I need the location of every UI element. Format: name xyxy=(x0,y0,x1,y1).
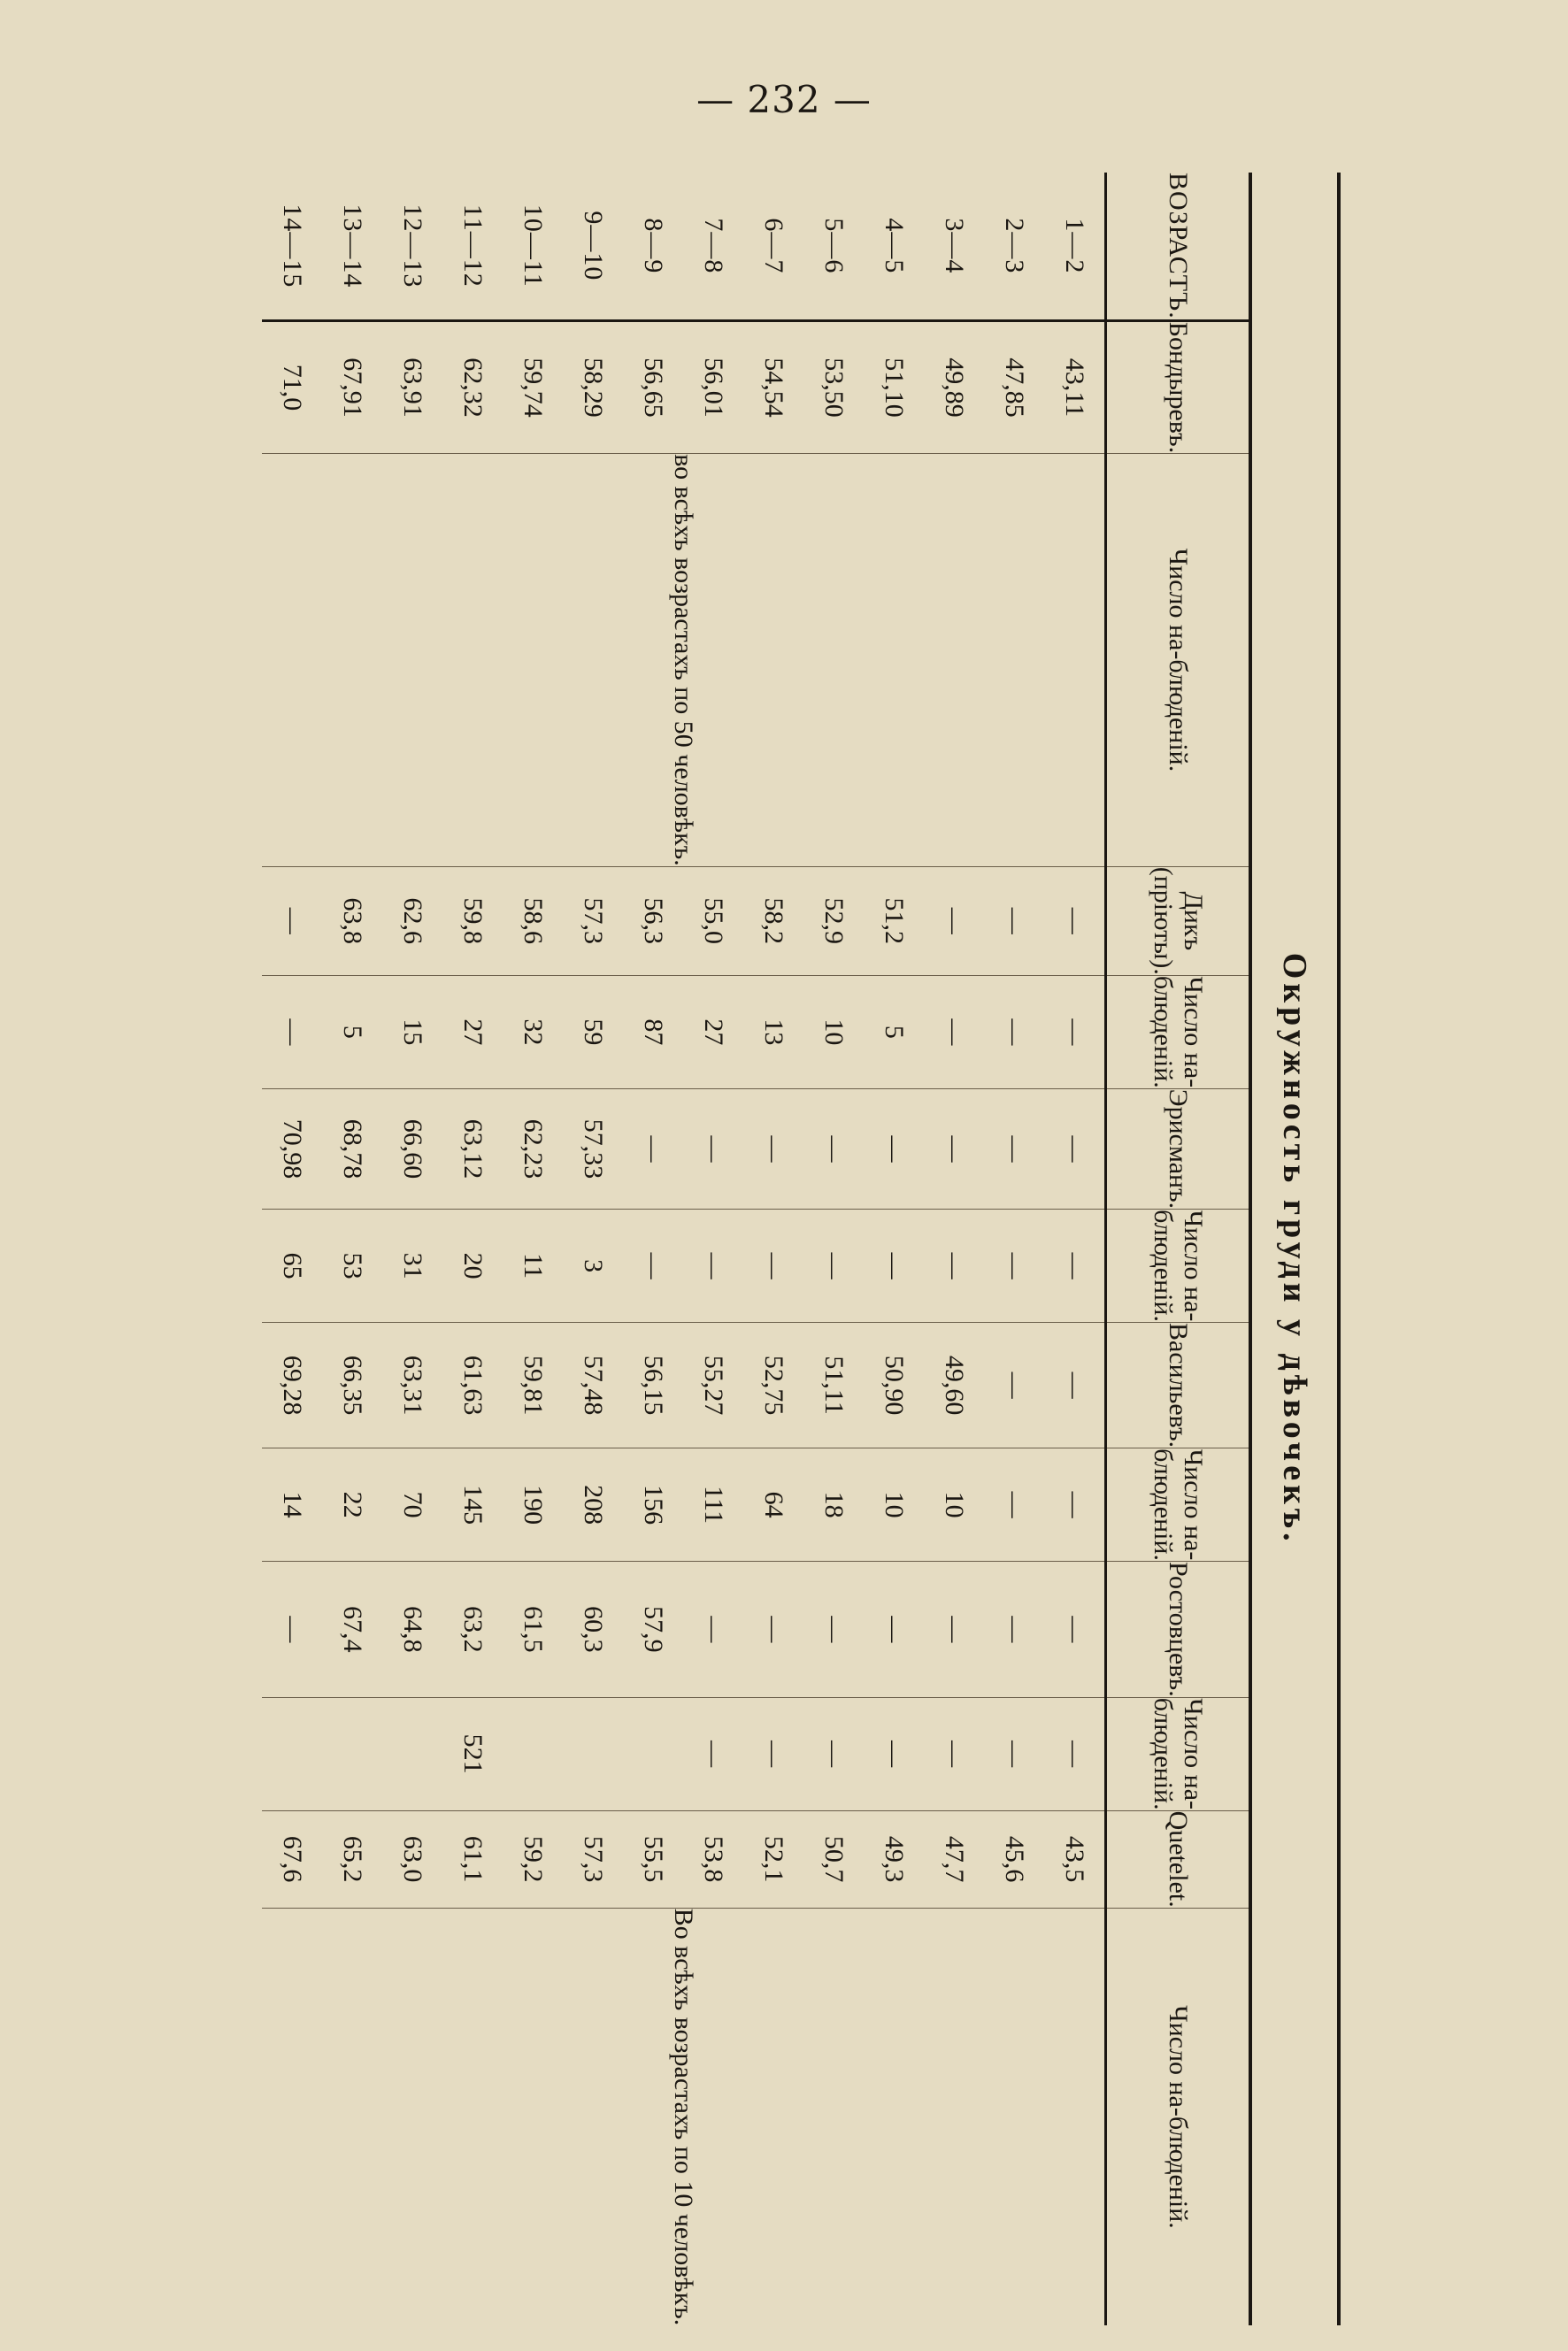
cell-rostovtsev: 60,3 xyxy=(563,1562,623,1698)
cell-vasiliev-count: — xyxy=(1044,1448,1106,1562)
cell-age: 13—14 xyxy=(322,173,382,320)
column-header-bondyrev: Бондыревъ. xyxy=(1106,320,1251,453)
column-header-erisman: Эрисманъ. xyxy=(1106,1088,1251,1209)
cell-age: 6—7 xyxy=(743,173,803,320)
cell-quetelet: 47,7 xyxy=(924,1810,984,1908)
cell-erisman-count: — xyxy=(864,1210,924,1323)
cell-erisman: — xyxy=(924,1088,984,1209)
cell-rostovtsev-count: — xyxy=(743,1697,803,1810)
cell-dik: 58,2 xyxy=(743,866,803,975)
cell-erisman: 68,78 xyxy=(322,1088,382,1209)
cell-vasiliev: 50,90 xyxy=(864,1323,924,1448)
cell-bondyrev: 63,91 xyxy=(398,357,427,418)
cell-dik: — xyxy=(924,866,984,975)
cell-erisman: — xyxy=(864,1088,924,1209)
cell-erisman: — xyxy=(984,1088,1044,1209)
cell-dik-count: — xyxy=(1044,975,1106,1088)
cell-vasiliev-count: 18 xyxy=(803,1448,864,1562)
cell-bondyrev: 59,74 xyxy=(519,357,548,418)
cell-dik: 62,6 xyxy=(382,866,442,975)
cell-rostovtsev-count: — xyxy=(864,1697,924,1810)
column-header-rostovtsev-count: Число на-блюденій. xyxy=(1106,1697,1251,1810)
table-row xyxy=(1044,173,1106,2325)
cell-bondyrev: 53,50 xyxy=(819,357,849,418)
cell-age: 7—8 xyxy=(683,173,743,320)
cell-bondyrev: 43,11 xyxy=(1060,357,1089,418)
cell-rostovtsev: — xyxy=(1044,1562,1106,1698)
cell-quetelet: 59,2 xyxy=(503,1810,563,1908)
cell-vasiliev-count: 64 xyxy=(743,1448,803,1562)
cell-quetelet: 53,8 xyxy=(683,1810,743,1908)
cell-age: 9—10 xyxy=(563,173,623,320)
table-body xyxy=(262,173,1106,2325)
rostovtsev-total-count: 521 xyxy=(262,1697,683,1810)
cell-dik-count: 5 xyxy=(864,975,924,1088)
cell-dik-count: 27 xyxy=(442,975,503,1088)
cell-bondyrev: 47,85 xyxy=(1000,357,1029,418)
column-header-age: ВОЗРАСТЪ. xyxy=(1106,173,1251,320)
cell-quetelet: 43,5 xyxy=(1044,1810,1106,1908)
cell-quetelet: 55,5 xyxy=(623,1810,683,1908)
cell-age: 3—4 xyxy=(924,173,984,320)
cell-bondyrev: 58,29 xyxy=(579,357,608,418)
cell-vasiliev: 69,28 xyxy=(262,1323,322,1448)
cell-bondyrev: 51,10 xyxy=(880,357,909,418)
cell-bondyrev: 67,91 xyxy=(338,357,367,418)
cell-vasiliev: 52,75 xyxy=(743,1323,803,1448)
cell-bondyrev: 62,32 xyxy=(458,357,488,418)
cell-dik-count: 59 xyxy=(563,975,623,1088)
cell-dik-count: 32 xyxy=(503,975,563,1088)
cell-vasiliev: 61,63 xyxy=(442,1323,503,1448)
cell-erisman-count: — xyxy=(924,1210,984,1323)
cell-dik-count: 5 xyxy=(322,975,382,1088)
cell-erisman-count: — xyxy=(743,1210,803,1323)
cell-vasiliev: 49,60 xyxy=(924,1323,984,1448)
cell-erisman-count: 65 xyxy=(262,1210,322,1323)
cell-erisman: — xyxy=(803,1088,864,1209)
cell-erisman-count: 11 xyxy=(503,1210,563,1323)
cell-dik: 56,3 xyxy=(623,866,683,975)
cell-erisman: 70,98 xyxy=(262,1088,322,1209)
cell-bondyrev: 49,89 xyxy=(940,357,969,418)
column-header-vasiliev-count: Число на-блюденій. xyxy=(1106,1448,1251,1562)
cell-erisman: — xyxy=(743,1088,803,1209)
cell-rostovtsev-count: — xyxy=(1044,1697,1106,1810)
cell-erisman: 63,12 xyxy=(442,1088,503,1209)
cell-quetelet: 67,6 xyxy=(262,1810,322,1908)
cell-bondyrev: 56,01 xyxy=(699,357,728,418)
cell-rostovtsev: 64,8 xyxy=(382,1562,442,1698)
column-header-dik-count: Число на-блюденій. xyxy=(1106,975,1251,1088)
cell-dik-count: 27 xyxy=(683,975,743,1088)
cell-erisman-count: — xyxy=(683,1210,743,1323)
cell-rostovtsev-count: — xyxy=(984,1697,1044,1810)
cell-dik: 51,2 xyxy=(864,866,924,975)
cell-dik-count: 87 xyxy=(623,975,683,1088)
column-header-bondyrev-count: Число на-блюденій. xyxy=(1106,454,1251,867)
cell-rostovtsev: — xyxy=(262,1562,322,1698)
cell-bondyrev: 71,0 xyxy=(278,364,307,411)
page-number: — 232 — xyxy=(696,78,872,121)
cell-dik: 55,0 xyxy=(683,866,743,975)
cell-bondyrev: 54,54 xyxy=(759,357,788,418)
cell-rostovtsev: — xyxy=(984,1562,1044,1698)
cell-rostovtsev: — xyxy=(803,1562,864,1698)
cell-rostovtsev: 67,4 xyxy=(322,1562,382,1698)
cell-erisman: — xyxy=(1044,1088,1106,1209)
cell-age: 4—5 xyxy=(864,173,924,320)
cell-quetelet: 49,3 xyxy=(864,1810,924,1908)
quetelet-count-note: Во всѣхъ возрастахъ по 10 человѣкъ. xyxy=(262,1908,1106,2325)
cell-quetelet: 50,7 xyxy=(803,1810,864,1908)
cell-age: 14—15 xyxy=(262,173,322,320)
cell-age: 10—11 xyxy=(503,173,563,320)
table-title: Окружность груди у дѣвочекъ. xyxy=(1250,173,1339,2325)
cell-quetelet: 57,3 xyxy=(563,1810,623,1908)
bondyrev-count-note: во всѣхъ возрастахъ по 50 человѣкъ. xyxy=(262,454,1106,867)
cell-age: 12—13 xyxy=(382,173,442,320)
cell-erisman-count: — xyxy=(984,1210,1044,1323)
cell-rostovtsev: 61,5 xyxy=(503,1562,563,1698)
cell-dik-count: — xyxy=(984,975,1044,1088)
cell-dik-count: — xyxy=(262,975,322,1088)
cell-erisman-count: 53 xyxy=(322,1210,382,1323)
cell-erisman: — xyxy=(683,1088,743,1209)
column-header-vasiliev: Васильевъ. xyxy=(1106,1323,1251,1448)
cell-vasiliev-count: 10 xyxy=(864,1448,924,1562)
cell-rostovtsev-count: — xyxy=(683,1697,743,1810)
cell-erisman: 66,60 xyxy=(382,1088,442,1209)
cell-vasiliev: 59,81 xyxy=(503,1323,563,1448)
column-header-quetelet: Quetelet. xyxy=(1106,1810,1251,1908)
cell-vasiliev: 51,11 xyxy=(803,1323,864,1448)
cell-vasiliev: 63,31 xyxy=(382,1323,442,1448)
column-header-dik: Дикъ (пріюты). xyxy=(1106,866,1251,975)
cell-age: 8—9 xyxy=(623,173,683,320)
cell-vasiliev-count: 190 xyxy=(503,1448,563,1562)
cell-rostovtsev: 63,2 xyxy=(442,1562,503,1698)
cell-quetelet: 52,1 xyxy=(743,1810,803,1908)
cell-dik: — xyxy=(262,866,322,975)
column-header-rostovtsev: Ростовцевъ. xyxy=(1106,1562,1251,1698)
cell-rostovtsev: — xyxy=(924,1562,984,1698)
cell-dik: 58,6 xyxy=(503,866,563,975)
cell-dik: 59,8 xyxy=(442,866,503,975)
cell-vasiliev: 66,35 xyxy=(322,1323,382,1448)
cell-vasiliev: 57,48 xyxy=(563,1323,623,1448)
cell-dik-count: 15 xyxy=(382,975,442,1088)
cell-erisman-count: — xyxy=(1044,1210,1106,1323)
chest-circumference-table xyxy=(262,173,1341,2325)
cell-erisman: 62,23 xyxy=(503,1088,563,1209)
cell-rostovtsev: 57,9 xyxy=(623,1562,683,1698)
cell-vasiliev-count: 111 xyxy=(683,1448,743,1562)
cell-rostovtsev-count: — xyxy=(803,1697,864,1810)
cell-vasiliev: 55,27 xyxy=(683,1323,743,1448)
cell-vasiliev-count: 22 xyxy=(322,1448,382,1562)
cell-erisman-count: — xyxy=(623,1210,683,1323)
cell-dik: 57,3 xyxy=(563,866,623,975)
cell-dik: — xyxy=(1044,866,1106,975)
cell-vasiliev-count: 208 xyxy=(563,1448,623,1562)
column-header-quetelet-count: Число на-блюденій. xyxy=(1106,1908,1251,2325)
cell-erisman-count: 3 xyxy=(563,1210,623,1323)
cell-dik-count: 10 xyxy=(803,975,864,1088)
cell-bondyrev: 56,65 xyxy=(639,357,668,418)
rotated-table-container xyxy=(262,173,1341,2325)
cell-age: 1—2 xyxy=(1044,173,1106,320)
cell-rostovtsev-count: — xyxy=(924,1697,984,1810)
cell-rostovtsev: — xyxy=(683,1562,743,1698)
cell-age: 2—3 xyxy=(984,173,1044,320)
cell-quetelet: 63,0 xyxy=(382,1810,442,1908)
cell-erisman-count: 31 xyxy=(382,1210,442,1323)
cell-erisman-count: 20 xyxy=(442,1210,503,1323)
cell-quetelet: 65,2 xyxy=(322,1810,382,1908)
cell-dik: — xyxy=(984,866,1044,975)
cell-dik: 52,9 xyxy=(803,866,864,975)
cell-vasiliev-count: — xyxy=(984,1448,1044,1562)
cell-age: 11—12 xyxy=(442,173,503,320)
cell-erisman-count: — xyxy=(803,1210,864,1323)
cell-rostovtsev: — xyxy=(864,1562,924,1698)
cell-dik-count: — xyxy=(924,975,984,1088)
cell-vasiliev-count: 70 xyxy=(382,1448,442,1562)
cell-vasiliev: — xyxy=(984,1323,1044,1448)
cell-age: 5—6 xyxy=(803,173,864,320)
cell-dik: 63,8 xyxy=(322,866,382,975)
cell-vasiliev: 56,15 xyxy=(623,1323,683,1448)
cell-erisman: 57,33 xyxy=(563,1088,623,1209)
cell-quetelet: 61,1 xyxy=(442,1810,503,1908)
cell-vasiliev: — xyxy=(1044,1323,1106,1448)
cell-rostovtsev: — xyxy=(743,1562,803,1698)
cell-dik-count: 13 xyxy=(743,975,803,1088)
column-header-erisman-count: Число на-блюденій. xyxy=(1106,1210,1251,1323)
cell-vasiliev-count: 145 xyxy=(442,1448,503,1562)
cell-vasiliev-count: 14 xyxy=(262,1448,322,1562)
cell-erisman: — xyxy=(623,1088,683,1209)
cell-vasiliev-count: 156 xyxy=(623,1448,683,1562)
cell-vasiliev-count: 10 xyxy=(924,1448,984,1562)
cell-quetelet: 45,6 xyxy=(984,1810,1044,1908)
